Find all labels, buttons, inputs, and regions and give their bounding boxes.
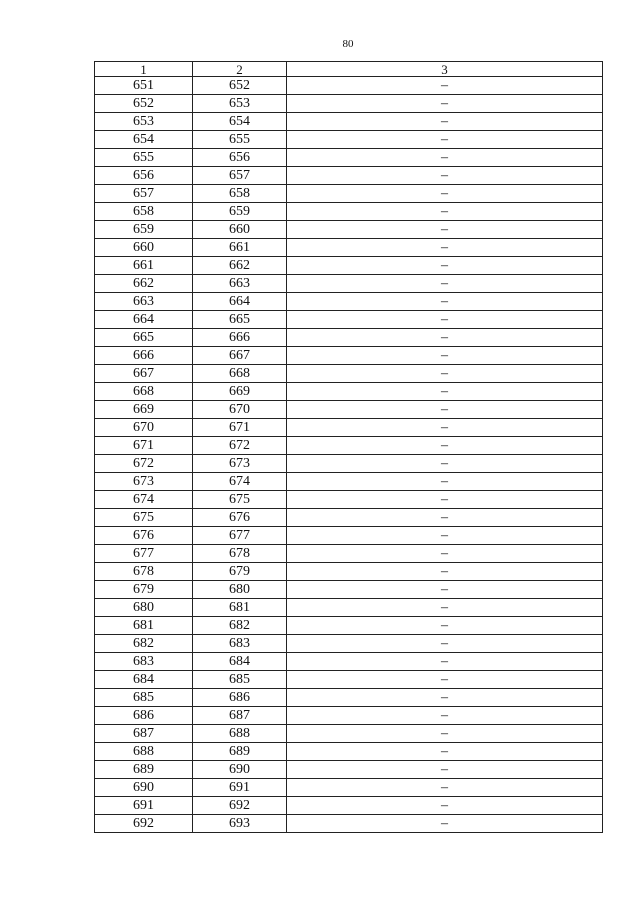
table-cell-col-3: –: [287, 401, 603, 419]
table-cell-col-2: 652: [193, 77, 287, 95]
table-row: [95, 779, 603, 797]
table-cell-col-3: –: [287, 203, 603, 221]
table-row: [95, 113, 603, 131]
table-row: [95, 149, 603, 167]
table-row: [95, 527, 603, 545]
table-cell-col-3: –: [287, 365, 603, 383]
table-row: [95, 815, 603, 833]
table-cell-col-3: –: [287, 419, 603, 437]
table-cell-col-3: –: [287, 329, 603, 347]
table-cell-col-1: 668: [95, 383, 193, 401]
table-row: [95, 455, 603, 473]
table-cell-col-2: 674: [193, 473, 287, 491]
table-cell-col-2: 670: [193, 401, 287, 419]
table-cell-col-2: 667: [193, 347, 287, 365]
table-cell-col-2: 677: [193, 527, 287, 545]
table-cell-col-2: 660: [193, 221, 287, 239]
table-cell-col-1: 670: [95, 419, 193, 437]
table-cell-col-3: –: [287, 437, 603, 455]
table-cell-col-2: 664: [193, 293, 287, 311]
table-cell-col-1: 661: [95, 257, 193, 275]
table-cell-col-2: 661: [193, 239, 287, 257]
table-cell-col-3: –: [287, 581, 603, 599]
table-row: [95, 311, 603, 329]
page-number: 80: [342, 38, 354, 50]
table-cell-col-1: 673: [95, 473, 193, 491]
table-cell-col-3: –: [287, 599, 603, 617]
table-cell-col-2: 682: [193, 617, 287, 635]
table-row: [95, 581, 603, 599]
table-cell-col-2: 662: [193, 257, 287, 275]
table-cell-col-1: 680: [95, 599, 193, 617]
table-cell-col-1: 674: [95, 491, 193, 509]
table-row: [95, 185, 603, 203]
table-cell-col-2: 680: [193, 581, 287, 599]
table-cell-col-1: 666: [95, 347, 193, 365]
table-cell-col-3: –: [287, 671, 603, 689]
table-cell-col-3: –: [287, 635, 603, 653]
table-cell-col-1: 655: [95, 149, 193, 167]
table-cell-col-2: 683: [193, 635, 287, 653]
table-row: [95, 473, 603, 491]
table-body: [95, 77, 603, 833]
table-row: [95, 761, 603, 779]
table-cell-col-1: 684: [95, 671, 193, 689]
table-row: [95, 689, 603, 707]
table-cell-col-2: 673: [193, 455, 287, 473]
table-row: [95, 419, 603, 437]
table-cell-col-3: –: [287, 293, 603, 311]
table-row: [95, 347, 603, 365]
table-cell-col-2: 675: [193, 491, 287, 509]
table-cell-col-1: 692: [95, 815, 193, 833]
table-cell-col-2: 663: [193, 275, 287, 293]
table-cell-col-3: –: [287, 95, 603, 113]
table-cell-col-1: 682: [95, 635, 193, 653]
table-row: [95, 635, 603, 653]
table-cell-col-1: 658: [95, 203, 193, 221]
table-row: [95, 257, 603, 275]
table-row: [95, 617, 603, 635]
table-row: [95, 707, 603, 725]
table-cell-col-3: –: [287, 347, 603, 365]
table-cell-col-3: –: [287, 815, 603, 833]
table-cell-col-1: 672: [95, 455, 193, 473]
table-cell-col-2: 671: [193, 419, 287, 437]
table-row: [95, 95, 603, 113]
table-cell-col-3: –: [287, 473, 603, 491]
table-row: [95, 653, 603, 671]
table-row: [95, 77, 603, 95]
column-header-2: 2: [193, 62, 287, 77]
table-cell-col-3: –: [287, 797, 603, 815]
table-row: [95, 743, 603, 761]
table-cell-col-1: 657: [95, 185, 193, 203]
table-row: [95, 131, 603, 149]
table-cell-col-3: –: [287, 239, 603, 257]
table-cell-col-2: 658: [193, 185, 287, 203]
table-row: [95, 167, 603, 185]
table-cell-col-1: 683: [95, 653, 193, 671]
table-cell-col-3: –: [287, 149, 603, 167]
table-cell-col-2: 655: [193, 131, 287, 149]
table-cell-col-2: 656: [193, 149, 287, 167]
table-row: [95, 239, 603, 257]
table-cell-col-2: 679: [193, 563, 287, 581]
table-cell-col-1: 677: [95, 545, 193, 563]
table-header-row: [95, 62, 603, 77]
table-cell-col-1: 685: [95, 689, 193, 707]
table-cell-col-2: 690: [193, 761, 287, 779]
table-row: [95, 671, 603, 689]
table-row: [95, 563, 603, 581]
table-cell-col-2: 657: [193, 167, 287, 185]
table-cell-col-3: –: [287, 275, 603, 293]
table-cell-col-3: –: [287, 527, 603, 545]
table-cell-col-2: 659: [193, 203, 287, 221]
table-row: [95, 545, 603, 563]
table-cell-col-1: 662: [95, 275, 193, 293]
table-cell-col-1: 689: [95, 761, 193, 779]
table-cell-col-1: 681: [95, 617, 193, 635]
table-row: [95, 383, 603, 401]
table-cell-col-2: 676: [193, 509, 287, 527]
table-cell-col-2: 692: [193, 797, 287, 815]
table-cell-col-3: –: [287, 185, 603, 203]
table-cell-col-3: –: [287, 617, 603, 635]
table-cell-col-1: 675: [95, 509, 193, 527]
table-row: [95, 203, 603, 221]
data-table: [94, 61, 603, 833]
table-cell-col-3: –: [287, 653, 603, 671]
table-cell-col-2: 669: [193, 383, 287, 401]
table-cell-col-1: 671: [95, 437, 193, 455]
table-cell-col-3: –: [287, 221, 603, 239]
table-cell-col-1: 654: [95, 131, 193, 149]
table-cell-col-1: 667: [95, 365, 193, 383]
table-cell-col-1: 653: [95, 113, 193, 131]
table-row: [95, 365, 603, 383]
table-cell-col-2: 653: [193, 95, 287, 113]
table-cell-col-1: 659: [95, 221, 193, 239]
table-cell-col-2: 665: [193, 311, 287, 329]
table-cell-col-1: 678: [95, 563, 193, 581]
table-cell-col-1: 676: [95, 527, 193, 545]
table-cell-col-1: 660: [95, 239, 193, 257]
table-cell-col-2: 685: [193, 671, 287, 689]
table-row: [95, 797, 603, 815]
table-cell-col-3: –: [287, 707, 603, 725]
table-cell-col-2: 672: [193, 437, 287, 455]
table-cell-col-1: 656: [95, 167, 193, 185]
table-cell-col-3: –: [287, 509, 603, 527]
table-cell-col-3: –: [287, 545, 603, 563]
table-cell-col-1: 691: [95, 797, 193, 815]
table-cell-col-1: 664: [95, 311, 193, 329]
table-cell-col-3: –: [287, 455, 603, 473]
table-cell-col-1: 652: [95, 95, 193, 113]
table-cell-col-3: –: [287, 761, 603, 779]
table-cell-col-1: 663: [95, 293, 193, 311]
table-row: [95, 437, 603, 455]
table-cell-col-1: 686: [95, 707, 193, 725]
table-row: [95, 275, 603, 293]
table-cell-col-3: –: [287, 77, 603, 95]
table-cell-col-2: 689: [193, 743, 287, 761]
table-cell-col-1: 665: [95, 329, 193, 347]
column-header-3: 3: [287, 62, 603, 77]
table-cell-col-2: 666: [193, 329, 287, 347]
table-cell-col-2: 686: [193, 689, 287, 707]
table-row: [95, 725, 603, 743]
table-cell-col-3: –: [287, 779, 603, 797]
table-cell-col-2: 684: [193, 653, 287, 671]
table-row: [95, 329, 603, 347]
table-cell-col-1: 688: [95, 743, 193, 761]
column-header-1: 1: [95, 62, 193, 77]
table-cell-col-3: –: [287, 257, 603, 275]
table-cell-col-1: 687: [95, 725, 193, 743]
table-cell-col-3: –: [287, 383, 603, 401]
table-cell-col-3: –: [287, 311, 603, 329]
table-cell-col-2: 668: [193, 365, 287, 383]
table-cell-col-3: –: [287, 131, 603, 149]
table-cell-col-1: 690: [95, 779, 193, 797]
table-cell-col-3: –: [287, 689, 603, 707]
table-cell-col-2: 688: [193, 725, 287, 743]
table-cell-col-2: 693: [193, 815, 287, 833]
table-cell-col-3: –: [287, 563, 603, 581]
table-cell-col-2: 678: [193, 545, 287, 563]
table-row: [95, 491, 603, 509]
table-cell-col-3: –: [287, 167, 603, 185]
table-cell-col-2: 687: [193, 707, 287, 725]
table-cell-col-1: 651: [95, 77, 193, 95]
table-cell-col-2: 681: [193, 599, 287, 617]
table-cell-col-2: 691: [193, 779, 287, 797]
table-cell-col-2: 654: [193, 113, 287, 131]
table-row: [95, 509, 603, 527]
table-cell-col-3: –: [287, 743, 603, 761]
table-cell-col-3: –: [287, 113, 603, 131]
table-cell-col-3: –: [287, 491, 603, 509]
table-cell-col-1: 669: [95, 401, 193, 419]
table-row: [95, 293, 603, 311]
table-row: [95, 401, 603, 419]
table-row: [95, 221, 603, 239]
table-row: [95, 599, 603, 617]
table-cell-col-3: –: [287, 725, 603, 743]
table-cell-col-1: 679: [95, 581, 193, 599]
